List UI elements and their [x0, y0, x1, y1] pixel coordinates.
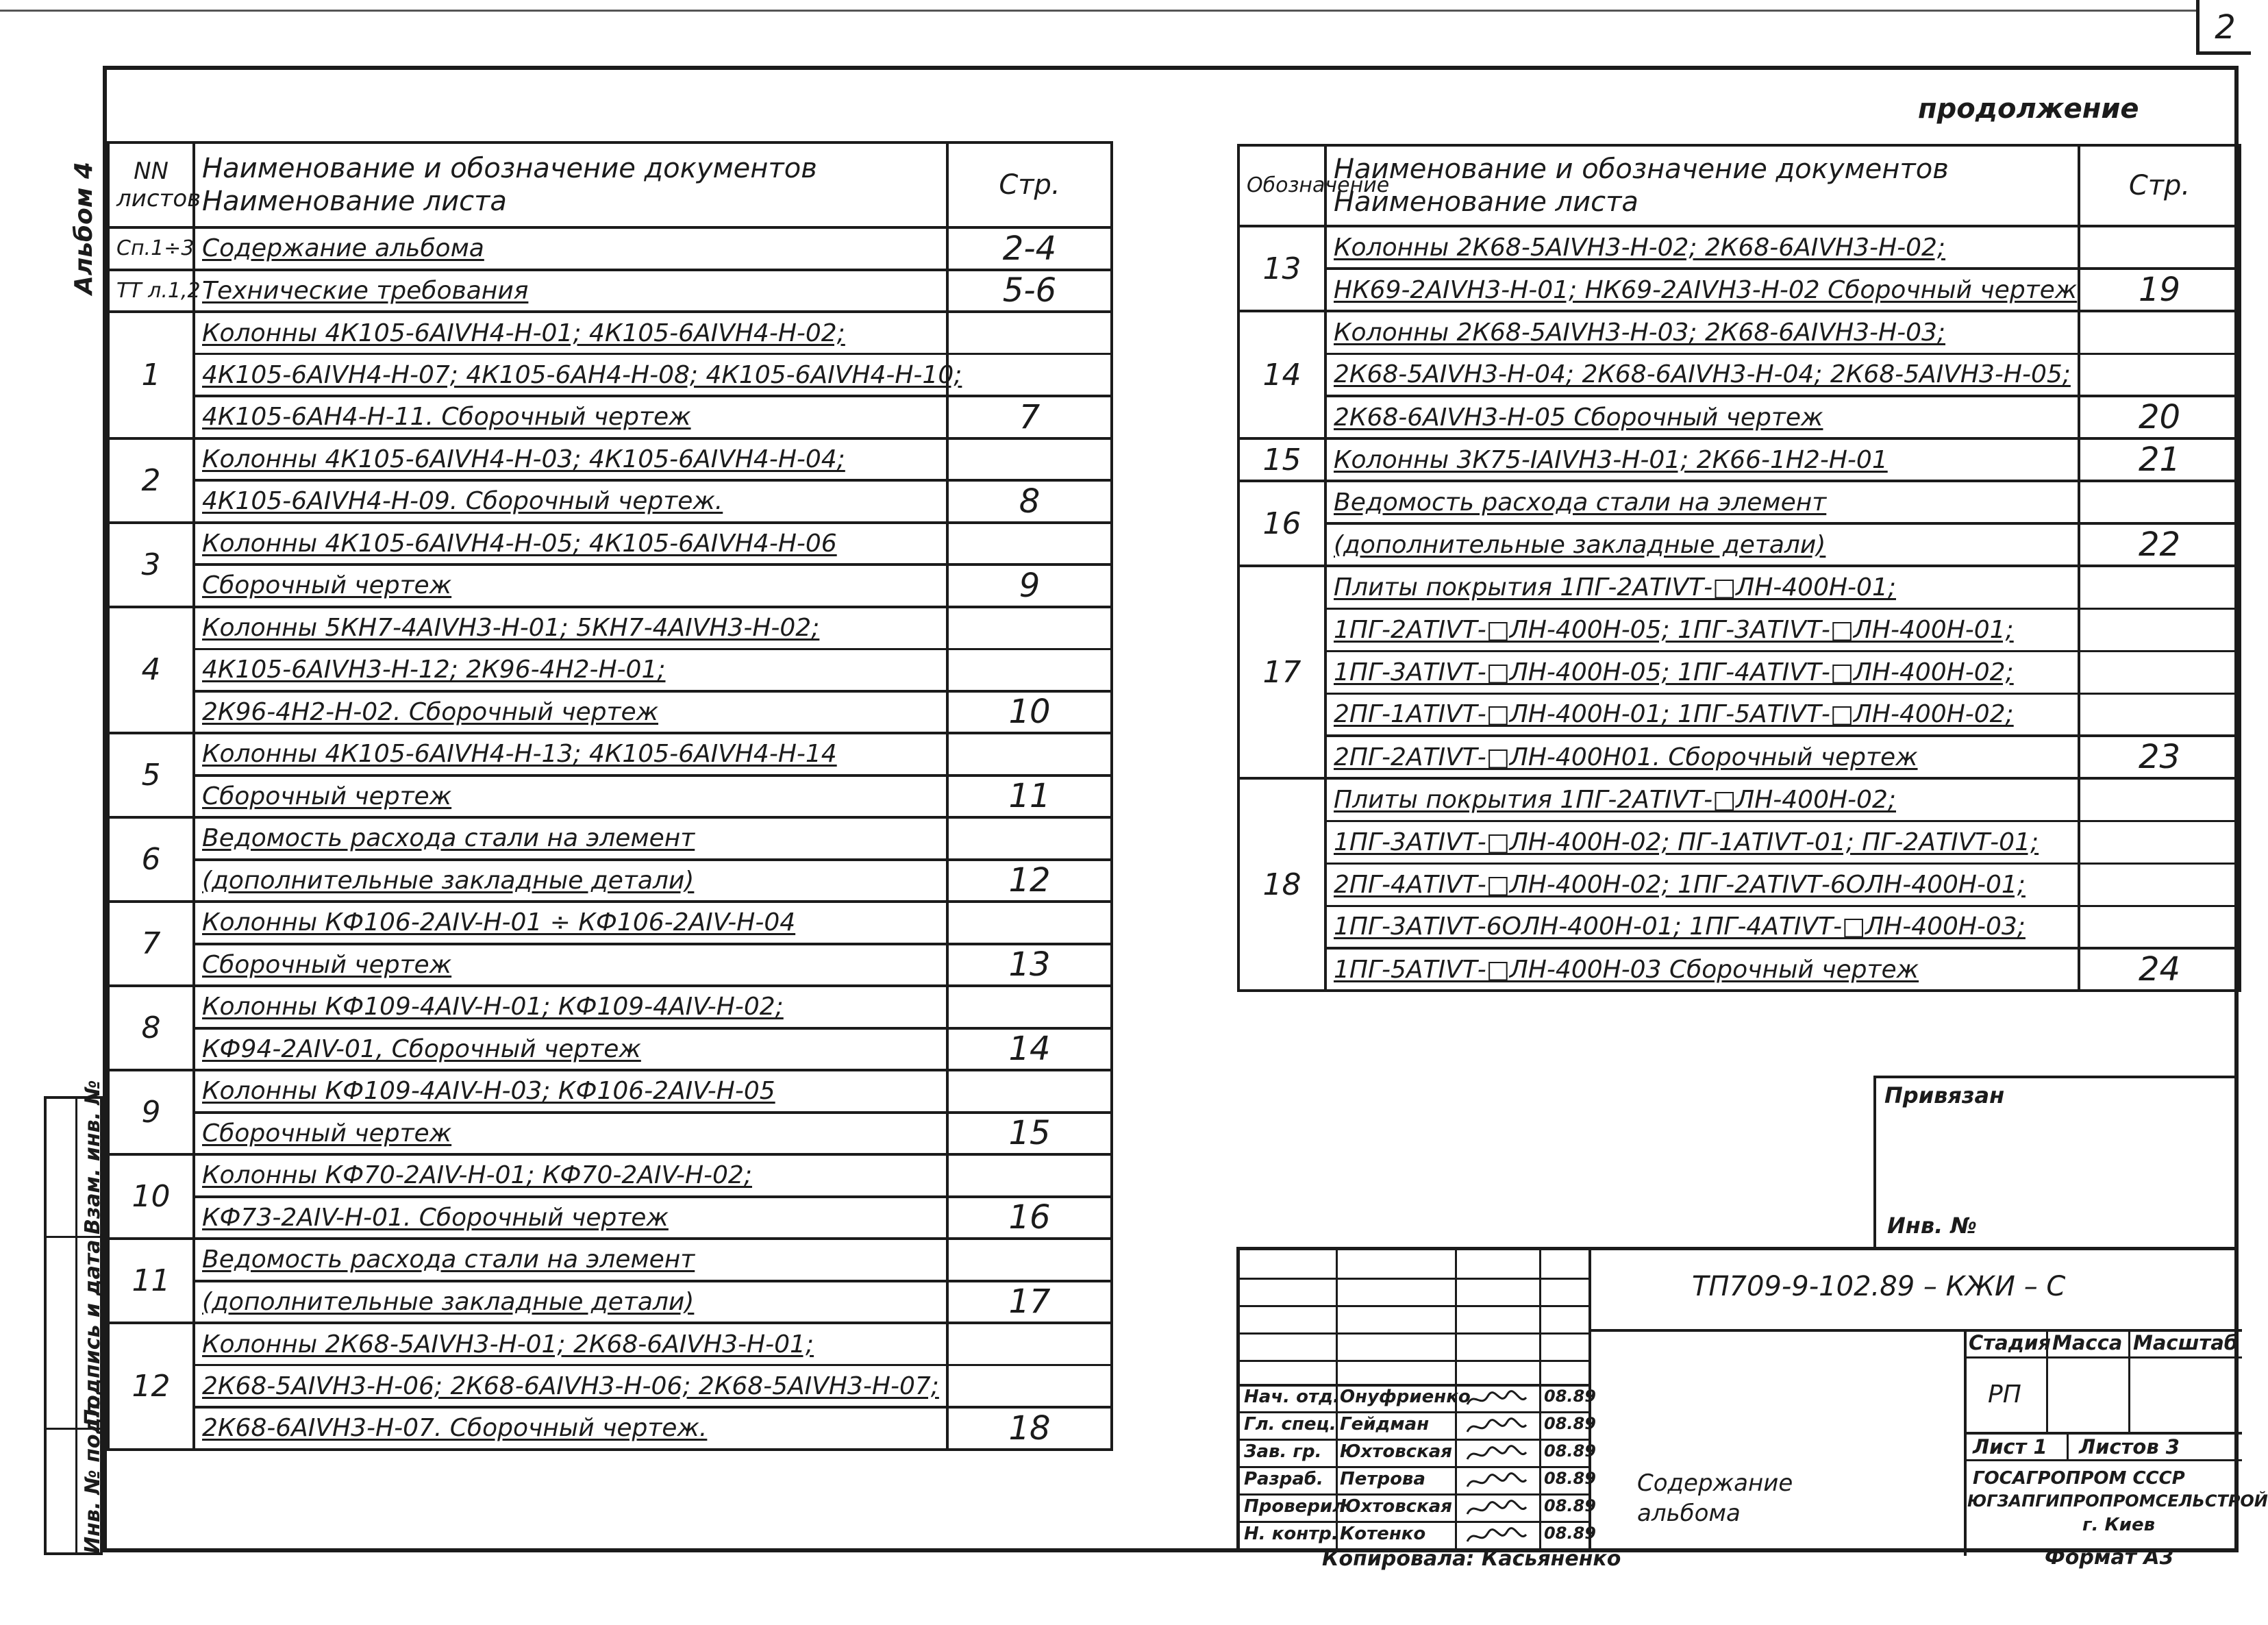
org-line3: г. Киев: [2082, 1515, 2156, 1535]
scale-label: Масштаб: [2133, 1331, 2239, 1354]
table-row: [108, 1028, 1112, 1071]
table-row: [1238, 736, 2240, 778]
table-row: [108, 902, 1112, 944]
signatory-date: 08.89: [1544, 1524, 1596, 1543]
table-row: [108, 312, 1112, 354]
signature-scribble: [1466, 1472, 1521, 1489]
row-title-line: 2К96-4Н2-Н-02. Сборочный чертеж: [194, 691, 947, 734]
row-page: 17: [947, 1281, 1112, 1324]
row-title-line: 2К68-5АIVН3-Н-04; 2К68-6АIVН3-Н-04; 2К68-5АIVН3-Н-05;: [1325, 353, 2079, 396]
table-row: [108, 649, 1112, 691]
row-title-line: Колонны 5КН7-4АIVН3-Н-01; 5КН7-4АIVН3-Н-02;: [194, 607, 947, 649]
row-page: [947, 523, 1112, 565]
table-row: [108, 733, 1112, 776]
row-title-line: 1ПГ-3АТIVТ-□ЛН-400Н-05; 1ПГ-4АТIVТ-□ЛН-400Н-02;: [1325, 651, 2079, 693]
signature-scribble: [1466, 1417, 1521, 1435]
signatory-role: Нач. отд.: [1244, 1387, 1340, 1407]
signatory-name: Гейдман: [1340, 1414, 1430, 1435]
row-page: 24: [2079, 948, 2240, 991]
row-title-line: Колонны 4К105-6АIVН4-Н-05; 4К105-6АIVН4-Н-06: [194, 523, 947, 565]
col-name-header-right: Наименование и обозначение документов Наименование листа: [1325, 145, 2079, 226]
table-row: [108, 1070, 1112, 1113]
row-page: [947, 438, 1112, 481]
privyazan-label: Привязан: [1884, 1082, 2005, 1108]
right-contents-table: [1237, 144, 2241, 992]
table-row: [1238, 353, 2240, 396]
table-row: [1238, 608, 2240, 651]
table-row: [1238, 226, 2240, 269]
table-row: [1238, 651, 2240, 693]
row-number: Сп.1÷3: [108, 227, 194, 270]
vzam-inv-label: Взам. инв. №: [81, 1080, 105, 1235]
table-row: [108, 523, 1112, 565]
signatory-name: Котенко: [1340, 1524, 1426, 1544]
table-row: [108, 270, 1112, 312]
privyazan-box: [1873, 1076, 2239, 1247]
table-row: [1238, 438, 2240, 481]
row-title-line: Сборочный чертеж: [194, 1113, 947, 1155]
row-number: 5: [108, 733, 194, 817]
row-page: 19: [2079, 269, 2240, 311]
inv-label: Инв. №: [1887, 1213, 1977, 1239]
table-row: [1238, 778, 2240, 821]
row-page: 14: [947, 1028, 1112, 1071]
row-page: 2-4: [947, 227, 1112, 270]
row-title-line: Колонны 4К105-6АIVН4-Н-03; 4К105-6АIVН4-Н-04;: [194, 438, 947, 481]
side-strip: [44, 1080, 105, 1555]
row-title-line: Колонны 2К68-5АIVН3-Н-01; 2К68-6АIVН3-Н-01;: [194, 1323, 947, 1365]
copied-by: Копировала: Касьяненко: [1322, 1547, 1621, 1571]
row-title-line: 1ПГ-3АТIVТ-□ЛН-400Н-02; ПГ-1АТIVТ-01; ПГ-2АТIVТ-01;: [1325, 821, 2079, 863]
col-page-header-right: Стр.: [2079, 145, 2240, 226]
inv-podl-label: Инв. № подл.: [81, 1394, 105, 1554]
signature-scribble: [1466, 1444, 1521, 1462]
top-border-line: [0, 10, 2196, 12]
row-page: 16: [947, 1197, 1112, 1239]
row-title-line: НК69-2АIVН3-Н-01; НК69-2АIVН3-Н-02 Сборочный чертеж: [1325, 269, 2079, 311]
row-page: 23: [2079, 736, 2240, 778]
row-number: 4: [108, 607, 194, 734]
row-number: 8: [108, 986, 194, 1070]
signatory-role: Зав. гр.: [1244, 1441, 1322, 1462]
format-label: Формат А3: [2045, 1546, 2174, 1570]
row-number: 12: [108, 1323, 194, 1450]
signatory-role: Проверил: [1244, 1496, 1346, 1517]
table-row: [1238, 396, 2240, 438]
row-title-line: Ведомость расхода стали на элемент: [194, 1239, 947, 1281]
row-title-line: Колонны КФ109-4АIV-Н-01; КФ109-4АIV-Н-02;: [194, 986, 947, 1028]
col-no-header-right: Обозначение: [1238, 145, 1325, 226]
row-page: 10: [947, 691, 1112, 734]
stage-value: РП: [1988, 1380, 2021, 1409]
row-number: 13: [1238, 226, 1325, 311]
row-page: 15: [947, 1113, 1112, 1155]
right-table-header: [1238, 145, 2240, 226]
row-page: [2079, 566, 2240, 608]
signatory-date: 08.89: [1544, 1414, 1596, 1433]
table-row: [1238, 863, 2240, 906]
row-title-line: Плиты покрытия 1ПГ-2АТIVТ-□ЛН-400Н-01;: [1325, 566, 2079, 608]
signatory-date: 08.89: [1544, 1496, 1596, 1515]
row-title-line: Колонны 4К105-6АIVН4-Н-13; 4К105-6АIVН4-Н-14: [194, 733, 947, 776]
col-name-header: Наименование и обозначение документов Наименование листа: [194, 142, 947, 227]
row-title-line: 2К68-6АIVН3-Н-07. Сборочный чертеж.: [194, 1407, 947, 1450]
table-row: [1238, 948, 2240, 991]
row-page: [947, 986, 1112, 1028]
row-title-line: КФ73-2АIV-Н-01. Сборочный чертеж: [194, 1197, 947, 1239]
row-title-line: Колонны 3К75-IАIVН3-Н-01; 2К66-1Н2-Н-01: [1325, 438, 2079, 481]
left-contents-table: [107, 141, 1113, 1451]
left-table-header: [108, 142, 1112, 227]
table-row: [108, 776, 1112, 818]
row-number: 10: [108, 1154, 194, 1239]
row-page: 20: [2079, 396, 2240, 438]
row-page: [2079, 863, 2240, 906]
row-page: [947, 354, 1112, 397]
row-page: 7: [947, 396, 1112, 438]
table-row: [1238, 906, 2240, 948]
sheets-label: Листов 3: [2079, 1435, 2180, 1459]
row-number: 11: [108, 1239, 194, 1323]
signature-scribble: [1466, 1389, 1521, 1407]
row-page: 18: [947, 1407, 1112, 1450]
table-row: [108, 1113, 1112, 1155]
row-title-line: (дополнительные закладные детали): [194, 1281, 947, 1324]
row-title-line: Сборочный чертеж: [194, 565, 947, 607]
row-title-line: Плиты покрытия 1ПГ-2АТIVТ-□ЛН-400Н-02;: [1325, 778, 2079, 821]
row-page: [947, 817, 1112, 860]
signatory-date: 08.89: [1544, 1441, 1596, 1461]
table-row: [108, 607, 1112, 649]
table-row: [108, 860, 1112, 902]
row-title-line: Колонны КФ109-4АIV-Н-03; КФ106-2АIV-Н-05: [194, 1070, 947, 1113]
row-page: 22: [2079, 523, 2240, 566]
signature-scribble: [1466, 1499, 1521, 1517]
row-number: 16: [1238, 481, 1325, 566]
designation: ТП709-9-102.89 – КЖИ – С: [1692, 1271, 2066, 1302]
row-number: 2: [108, 438, 194, 523]
table-row: [108, 227, 1112, 270]
row-title-line: 2ПГ-1АТIVТ-□ЛН-400Н-01; 1ПГ-5АТIVТ-□ЛН-400Н-02;: [1325, 693, 2079, 736]
row-title-line: Ведомость расхода стали на элемент: [194, 817, 947, 860]
row-title-line: Содержание альбома: [194, 227, 947, 270]
table-row: [108, 1407, 1112, 1450]
table-row: [108, 817, 1112, 860]
row-title-line: 2К68-6АIVН3-Н-05 Сборочный чертеж: [1325, 396, 2079, 438]
table-row: [108, 565, 1112, 607]
row-title-line: Сборочный чертеж: [194, 944, 947, 987]
title-block: [1236, 1247, 2268, 1552]
row-title-line: КФ94-2АIV-01, Сборочный чертеж: [194, 1028, 947, 1071]
row-title-line: 1ПГ-2АТIVТ-□ЛН-400Н-05; 1ПГ-3АТIVТ-□ЛН-400Н-01;: [1325, 608, 2079, 651]
row-number: 3: [108, 523, 194, 607]
row-page: [947, 649, 1112, 691]
table-row: [108, 986, 1112, 1028]
row-number: 17: [1238, 566, 1325, 778]
table-row: [1238, 693, 2240, 736]
side-album-label: Альбом 4: [70, 162, 98, 295]
row-page: 13: [947, 944, 1112, 987]
row-page: 8: [947, 480, 1112, 523]
table-row: [108, 944, 1112, 987]
table-row: [1238, 566, 2240, 608]
table-row: [108, 1154, 1112, 1197]
table-row: [108, 1323, 1112, 1365]
table-row: [108, 691, 1112, 734]
row-number: 18: [1238, 778, 1325, 991]
signature-scribble: [1466, 1526, 1521, 1544]
row-page: 11: [947, 776, 1112, 818]
row-title-line: 4К105-6АIVН4-Н-07; 4К105-6АН4-Н-08; 4К105-6АIVН4-Н-10;: [194, 354, 947, 397]
table-row: [1238, 523, 2240, 566]
row-page: [2079, 226, 2240, 269]
row-page: 12: [947, 860, 1112, 902]
org-line1: ГОСАГРОПРОМ СССР: [1973, 1468, 2185, 1489]
row-page: [2079, 906, 2240, 948]
signatory-date: 08.89: [1544, 1387, 1596, 1406]
signatory-role: Гл. спец.: [1244, 1414, 1336, 1435]
signatory-name: Юхтовская: [1340, 1496, 1452, 1517]
row-page: [947, 733, 1112, 776]
col-page-header: Стр.: [947, 142, 1112, 227]
row-page: [2079, 353, 2240, 396]
table-row: [1238, 311, 2240, 353]
table-row: [1238, 481, 2240, 523]
row-page: [2079, 821, 2240, 863]
signatory-role: Разраб.: [1244, 1469, 1323, 1489]
row-page: 9: [947, 565, 1112, 607]
row-number: 6: [108, 817, 194, 902]
table-row: [108, 1239, 1112, 1281]
row-title-line: 4К105-6АIVН3-Н-12; 2К96-4Н2-Н-01;: [194, 649, 947, 691]
row-title-line: 1ПГ-5АТIVТ-□ЛН-400Н-03 Сборочный чертеж: [1325, 948, 2079, 991]
row-title-line: 2ПГ-2АТIVТ-□ЛН-400Н01. Сборочный чертеж: [1325, 736, 2079, 778]
row-number: 14: [1238, 311, 1325, 438]
row-page: [2079, 778, 2240, 821]
table-row: [1238, 821, 2240, 863]
row-page: [2079, 651, 2240, 693]
table-row: [108, 480, 1112, 523]
row-page: [947, 312, 1112, 354]
row-page: [2079, 481, 2240, 523]
row-title-line: Технические требования: [194, 270, 947, 312]
mass-label: Масса: [2052, 1331, 2123, 1354]
table-row: [1238, 269, 2240, 311]
row-page: [947, 1323, 1112, 1365]
row-title-line: Колонны 2К68-5АIVН3-Н-03; 2К68-6АIVН3-Н-03;: [1325, 311, 2079, 353]
row-title-line: 2К68-5АIVН3-Н-06; 2К68-6АIVН3-Н-06; 2К68-5АIVН3-Н-07;: [194, 1365, 947, 1408]
podpis-data-label: Подпись и дата: [81, 1239, 105, 1426]
stamp-title: Содержание альбома: [1637, 1469, 1793, 1527]
row-number: ТТ л.1,2: [108, 270, 194, 312]
row-title-line: Колонны 2К68-5АIVН3-Н-02; 2К68-6АIVН3-Н-02;: [1325, 226, 2079, 269]
row-page: [947, 1070, 1112, 1113]
row-page: [947, 902, 1112, 944]
table-row: [108, 1281, 1112, 1324]
row-title-line: 2ПГ-4АТIVТ-□ЛН-400Н-02; 1ПГ-2АТIVТ-6ОЛН-400Н-01;: [1325, 863, 2079, 906]
signatory-name: Петрова: [1340, 1469, 1425, 1489]
row-page: [947, 1239, 1112, 1281]
signatory-role: Н. контр.: [1244, 1524, 1338, 1544]
row-title-line: Сборочный чертеж: [194, 776, 947, 818]
row-page: [947, 1154, 1112, 1197]
signatory-name: Юхтовская: [1340, 1441, 1452, 1462]
row-page: [947, 607, 1112, 649]
row-number: 1: [108, 312, 194, 438]
row-title-line: (дополнительные закладные детали): [194, 860, 947, 902]
row-title-line: Колонны КФ106-2АIV-Н-01 ÷ КФ106-2АIV-Н-04: [194, 902, 947, 944]
row-title-line: Колонны 4К105-6АIVН4-Н-01; 4К105-6АIVН4-Н-02;: [194, 312, 947, 354]
col-no-header: NN листов: [108, 142, 194, 227]
row-number: 9: [108, 1070, 194, 1154]
table-row: [108, 354, 1112, 397]
page-number: 2: [2196, 0, 2251, 55]
row-number: 15: [1238, 438, 1325, 481]
continuation-label: продолжение: [1918, 93, 2139, 125]
org-line2: ЮГЗАПГИПРОПРОМСЕЛЬСТРОЙ: [1967, 1491, 2268, 1511]
table-row: [108, 396, 1112, 438]
row-title-line: 4К105-6АН4-Н-11. Сборочный чертеж: [194, 396, 947, 438]
row-title-line: Ведомость расхода стали на элемент: [1325, 481, 2079, 523]
row-title-line: Колонны КФ70-2АIV-Н-01; КФ70-2АIV-Н-02;: [194, 1154, 947, 1197]
sheet-label: Лист 1: [1973, 1435, 2047, 1459]
row-page: 21: [2079, 438, 2240, 481]
stage-label: Стадия: [1969, 1331, 2052, 1354]
row-title-line: 4К105-6АIVН4-Н-09. Сборочный чертеж.: [194, 480, 947, 523]
table-row: [108, 1365, 1112, 1408]
row-title-line: 1ПГ-3АТIVТ-6ОЛН-400Н-01; 1ПГ-4АТIVТ-□ЛН-400Н-03;: [1325, 906, 2079, 948]
signatory-date: 08.89: [1544, 1469, 1596, 1488]
row-number: 7: [108, 902, 194, 986]
row-page: [2079, 693, 2240, 736]
row-title-line: (дополнительные закладные детали): [1325, 523, 2079, 566]
table-row: [108, 1197, 1112, 1239]
row-page: 5-6: [947, 270, 1112, 312]
signatory-name: Онуфриенко: [1340, 1387, 1471, 1407]
row-page: [2079, 608, 2240, 651]
row-page: [2079, 311, 2240, 353]
row-page: [947, 1365, 1112, 1408]
table-row: [108, 438, 1112, 481]
